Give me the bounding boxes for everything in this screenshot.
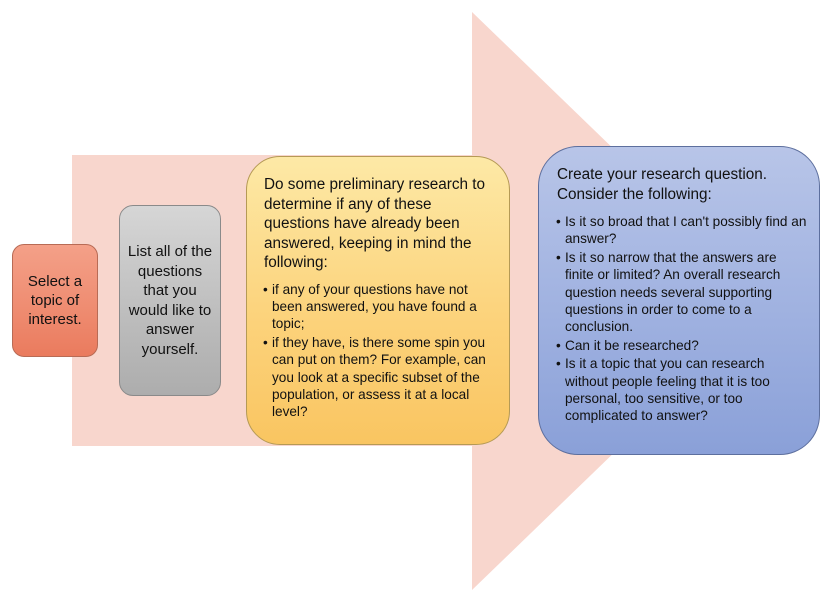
bullet-item: • if any of your questions have not been answered, you have found a topic; (264, 281, 497, 333)
step-select-topic-text: Select a topic of interest. (27, 273, 83, 328)
bullet-item: • Is it so broad that I can't possibly find an answer? (557, 213, 809, 248)
bullet-item: • Can it be researched? (557, 337, 809, 354)
step-select-topic (12, 244, 98, 357)
create-question-bullets (557, 213, 809, 425)
bullet-item: • Is it a topic that you can research without people feeling that it is too personal, too sensitive, or too complicated to answer? (557, 355, 809, 425)
bullet-item: • Is it so narrow that the answers are finite or limited? An overall research question needs several supporting questions in order to come to a conclusion. (557, 249, 809, 336)
bullet-item: • if they have, is there some spin you can put on them? For example, can you look at a specific subset of the population, or assess it at a local level? (264, 334, 497, 421)
step-create-question-heading: Create your research question. Consider the following: (557, 166, 768, 203)
step-preliminary-research-heading: Do some preliminary research to determine if any of these questions have already been answered, keeping in mind the following: (264, 176, 486, 271)
step-list-questions-text: List all of the questions that you would like to answer yourself. (127, 243, 213, 358)
step-preliminary-research (246, 156, 510, 445)
preliminary-research-bullets (264, 281, 497, 421)
step-create-question (538, 146, 820, 455)
step-list-questions (119, 205, 221, 396)
